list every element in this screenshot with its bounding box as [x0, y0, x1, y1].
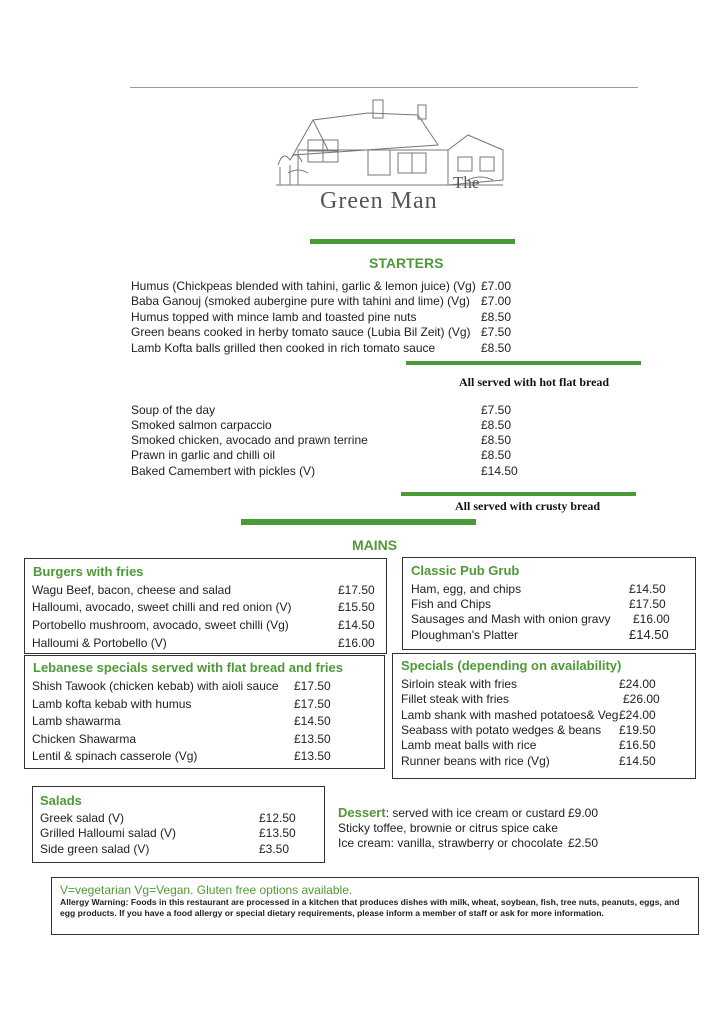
ice-cream-price: £2.50 — [568, 836, 599, 850]
specials-price: £24.00 — [619, 708, 656, 722]
starter-item: Smoked salmon carpaccio — [131, 418, 272, 432]
specials-item: Lamb meat balls with rice — [401, 738, 537, 752]
salad-price: £3.50 — [259, 842, 290, 856]
starter-price: £8.50 — [481, 310, 512, 324]
starters-group1-note: All served with hot flat bread — [459, 375, 610, 389]
starter-price: £7.00 — [481, 294, 512, 308]
starter-item: Prawn in garlic and chilli oil — [131, 448, 276, 462]
salad-price: £12.50 — [259, 811, 296, 825]
pub-grub-item: Sausages and Mash with onion gravy — [411, 612, 611, 626]
specials-price: £16.50 — [619, 738, 656, 752]
pub-grub-price: £17.50 — [629, 597, 666, 611]
allergy-warning: Allergy Warning: Foods in this restaurant are processed in a kitchen that produces dishes with milk, wheat, soybean, fish, tree nuts, peanuts, eggs, and egg products. If you have a food allergy or special dietary requirements, please inform a member of staff or ask for more information. — [60, 897, 680, 918]
pub-grub-item: Ham, egg, and chips — [411, 582, 522, 596]
starter-price: £7.50 — [481, 403, 512, 417]
starter-item: Humus topped with mince lamb and toasted pine nuts — [131, 310, 417, 324]
pub-logo — [268, 95, 508, 220]
top-divider — [130, 87, 638, 88]
lebanese-price: £13.50 — [294, 749, 331, 763]
starter-item: Baba Ganouj (smoked aubergine pure with tahini and lime) (Vg) — [131, 294, 470, 308]
starter-price: £7.50 — [481, 325, 512, 339]
specials-price: £14.50 — [619, 754, 656, 768]
dessert-line2: Sticky toffee, brownie or citrus spice cake — [338, 821, 558, 835]
burger-item: Halloumi & Portobello (V) — [32, 636, 167, 650]
starter-price: £14.50 — [481, 464, 518, 478]
burger-item: Halloumi, avocado, sweet chilli and red onion (V) — [32, 600, 292, 614]
lebanese-item: Lamb kofta kebab with humus — [32, 697, 192, 711]
salad-item: Grilled Halloumi salad (V) — [40, 826, 177, 840]
starter-item: Humus (Chickpeas blended with tahini, garlic & lemon juice) (Vg) — [131, 279, 476, 293]
dessert-title-rest: : served with ice cream or custard — [385, 806, 566, 820]
lebanese-item: Lentil & spinach casserole (Vg) — [32, 749, 198, 763]
lebanese-price: £17.50 — [294, 679, 331, 693]
starter-item: Soup of the day — [131, 403, 216, 417]
specials-item: Sirloin steak with fries — [401, 677, 518, 691]
salads-title: Salads — [40, 793, 82, 808]
starter-item: Lamb Kofta balls grilled then cooked in rich tomato sauce — [131, 341, 436, 355]
starter-item: Baked Camembert with pickles (V) — [131, 464, 316, 478]
burger-item: Portobello mushroom, avocado, sweet chilli (Vg) — [32, 618, 289, 632]
pub-grub-price: £14.50 — [629, 582, 666, 596]
pub-grub-item: Fish and Chips — [411, 597, 492, 611]
lebanese-price: £17.50 — [294, 697, 331, 711]
dessert-line3: Ice cream: vanilla, strawberry or chocolate — [338, 836, 563, 850]
specials-price: £24.00 — [619, 677, 656, 691]
burger-price: £16.00 — [338, 636, 375, 650]
burger-price: £14.50 — [338, 618, 375, 632]
specials-item: Fillet steak with fries — [401, 692, 510, 706]
salad-price: £13.50 — [259, 826, 296, 840]
salad-item: Side green salad (V) — [40, 842, 150, 856]
lebanese-item: Lamb shawarma — [32, 714, 121, 728]
specials-price: £26.00 — [623, 692, 660, 706]
specials-item: Seabass with potato wedges & beans — [401, 723, 602, 737]
starters-group2-note: All served with crusty bread — [455, 499, 601, 513]
mains-heading: MAINS — [352, 537, 398, 553]
logo-the: The — [453, 173, 480, 192]
starter-item: Smoked chicken, avocado and prawn terrine — [131, 433, 368, 447]
specials-title: Specials (depending on availability) — [401, 658, 622, 673]
lebanese-price: £13.50 — [294, 732, 331, 746]
dessert-title: Dessert — [338, 805, 386, 820]
starter-item: Green beans cooked in herby tomato sauce (Lubia Bil Zeit) (Vg) — [131, 325, 471, 339]
lebanese-price: £14.50 — [294, 714, 331, 728]
starters-bar — [310, 239, 515, 244]
footer-legend: V=vegetarian Vg=Vegan. Gluten free options available. — [60, 883, 353, 897]
mains-bar — [241, 519, 476, 525]
pub-grub-price: £16.00 — [633, 612, 670, 626]
burgers-title: Burgers with fries — [33, 564, 144, 579]
starter-price: £8.50 — [481, 433, 512, 447]
burger-price: £15.50 — [338, 600, 375, 614]
dessert-line1 — [338, 805, 565, 820]
starter-price: £8.50 — [481, 341, 512, 355]
salad-item: Greek salad (V) — [40, 811, 125, 825]
logo-name: Green Man — [320, 188, 438, 214]
pub-grub-title: Classic Pub Grub — [411, 563, 520, 578]
starters-group1-bar — [406, 361, 641, 365]
lebanese-title: Lebanese specials served with flat bread and fries — [33, 660, 343, 675]
burger-item: Wagu Beef, bacon, cheese and salad — [32, 583, 232, 597]
dessert-price: £9.00 — [568, 806, 599, 820]
starter-price: £7.00 — [481, 279, 512, 293]
lebanese-item: Chicken Shawarma — [32, 732, 137, 746]
lebanese-item: Shish Tawook (chicken kebab) with aioli sauce — [32, 679, 279, 693]
specials-price: £19.50 — [619, 723, 656, 737]
starters-group2-bar — [401, 492, 636, 496]
pub-grub-price: £14.50 — [629, 627, 669, 642]
pub-grub-item: Ploughman's Platter — [411, 628, 519, 642]
starters-heading: STARTERS — [369, 255, 444, 271]
starter-price: £8.50 — [481, 418, 512, 432]
specials-item: Lamb shank with mashed potatoes& Veg — [401, 708, 619, 722]
starter-price: £8.50 — [481, 448, 512, 462]
burger-price: £17.50 — [338, 583, 375, 597]
specials-item: Runner beans with rice (Vg) — [401, 754, 550, 768]
